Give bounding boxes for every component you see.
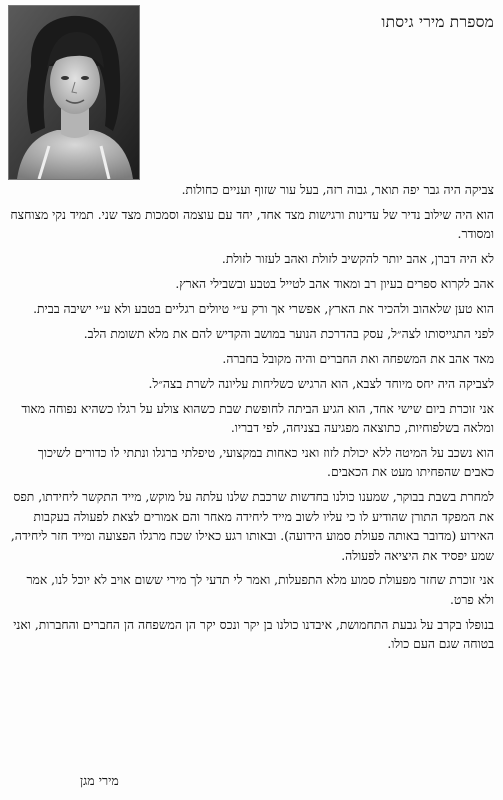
- paragraph: אהב לקרוא ספרים בעיון רב ומאוד אהב לטייל בטבע ובשבילי הארץ.: [175, 277, 494, 292]
- paragraph: מאד אהב את המשפחה ואת החברים והיה מקובל בחברה.: [222, 351, 494, 366]
- portrait-photo: [8, 5, 140, 180]
- paragraph: אני זוכרת שחזר מפעולת סמוע מלא התפעלות, ואמר לי תדעי לך מירי ששום אויב לא יוכל לנו, אמר ולא פרט.: [26, 573, 494, 607]
- paragraph: הוא היה שילוב נדיר של עדינות ורגישות מצד אחד, יחד עם עוצמה וסמכות מצד שני. תמיד נקי מצוחצח ומסודר.: [10, 207, 494, 242]
- document-title: מספרת מירי גיסתו: [381, 13, 494, 31]
- signature: מירי מגן: [80, 773, 119, 788]
- document-body: [8, 181, 494, 660]
- paragraph: לפני התגייסותו לצה״ל, עסק בהדרכת הנוער במושב והקדיש להם את מלא תשומת הלב.: [83, 326, 494, 341]
- paragraph: לא היה דברן, אהב יותר להקשיב לזולת ואהב לעזור לזולת.: [221, 252, 494, 267]
- paragraph: הוא טען שלאהוב ולהכיר את הארץ, אפשרי אך ורק ע״י טיולים רגליים בטבע ולא ע״י ישיבה בבית.: [33, 302, 494, 317]
- paragraph: לצביקה היה יחס מיוחד לצבא, הוא הרגיש כשליחות עליונה לשרת בצה״ל.: [148, 376, 494, 391]
- paragraph: אני זוכרת ביום שישי אחד, הוא הגיע הביתה לחופשת שבת כשהוא צולע על רגלו כשהיא נפוחה מאוד ומלאה בשלפוחיות, כתוצאה מפגיעה בצניחה, לפי דבריו.: [21, 401, 494, 436]
- paragraph: הוא נשכב על המיטה ללא יכולת לזוז ואני כאחות במקצועי, טיפלתי ברגלו ונתתי לו כדורים לשיכוך כאבים שהפחיתו מעט את הכאבים.: [37, 445, 494, 480]
- paragraph: צביקה היה גבר יפה תואר, גבוה רזה, בעל עור שזוף ועניים כחולות.: [181, 183, 494, 197]
- portrait-image: [9, 6, 139, 179]
- paragraph: למחרת בשבת בבוקר, שמענו כולנו בחדשות שרכבת שלנו עלתה על מוקש, מייד התקשר ליחידתו, תפס את המפקד התורן שהודיע לו כי עליו לשוב מייד ליחידה מאחר והם אמורים לצאת לפעולה בעקבות האירוע (מדובר באותה פעולת סמוע הידועה). ובאותו רגע כאילו שכח מרגלו הפצועה ומייד חזר ליחידה, שמע יפסיד את היציאה לפעולה.: [10, 490, 494, 563]
- paragraph: בנופלו בקרב על גבעת התחמושת, איבדנו כולנו בן יקר ונכס יקר הן המשפחה הן החברים והחברות, ואני בטוחה שגם העם כולו.: [13, 617, 494, 652]
